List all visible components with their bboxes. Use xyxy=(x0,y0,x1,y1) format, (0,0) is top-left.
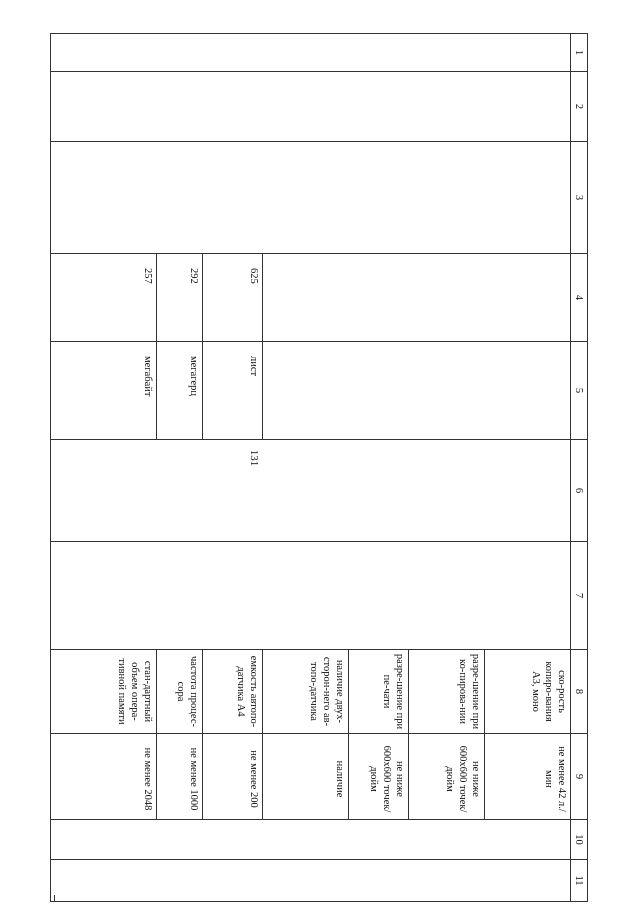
header-cell: 7 xyxy=(571,542,588,650)
cell-col4: 625 xyxy=(203,254,263,342)
cell-col4 xyxy=(263,254,571,342)
cell-col8: разре-шение при ко-пирова-нии xyxy=(409,650,485,734)
cell-col8: стан-дартный объем опера-тивной памяти xyxy=(51,650,157,734)
cell-col5: лист xyxy=(203,342,263,440)
bottom-edge-line xyxy=(54,895,587,901)
cell-col9: не менее 200 xyxy=(203,734,263,820)
cell-col5: мегагерц xyxy=(157,342,203,440)
table-row xyxy=(485,34,571,902)
cell-col1 xyxy=(51,34,571,72)
cell-col5 xyxy=(263,342,571,440)
page-number: 131 xyxy=(248,449,260,467)
header-cell: 10 xyxy=(571,820,588,860)
cell-col4: 257 xyxy=(51,254,157,342)
cell-col2 xyxy=(51,72,571,142)
cell-col9: не менее 1000 xyxy=(157,734,203,820)
cell-col8: ско-рость копиро-вания A3, моно xyxy=(485,650,571,734)
header-cell: 2 xyxy=(571,72,588,142)
cell-col9: не ниже 600x600 точек/дюйм xyxy=(349,734,409,820)
cell-col8: разре-шение при пе-чати xyxy=(349,650,409,734)
header-cell: 4 xyxy=(571,254,588,342)
header-cell: 5 xyxy=(571,342,588,440)
header-cell: 8 xyxy=(571,650,588,734)
cell-col9: не ниже 600x600 точек/дюйм xyxy=(409,734,485,820)
cell-col4: 292 xyxy=(157,254,203,342)
header-cell: 3 xyxy=(571,142,588,254)
header-cell: 9 xyxy=(571,734,588,820)
header-cell: 6 xyxy=(571,440,588,542)
cell-col9: не менее 2048 xyxy=(51,734,157,820)
cell-col7 xyxy=(51,542,571,650)
cell-col10 xyxy=(51,820,571,860)
cell-col9: наличие xyxy=(263,734,349,820)
rotated-table-wrapper xyxy=(52,33,588,901)
cell-col9: не менее 42 л./мин xyxy=(485,734,571,820)
cell-col8: частота процес-сора xyxy=(157,650,203,734)
cell-col5: мегабайт xyxy=(51,342,157,440)
specification-table xyxy=(50,33,588,902)
cell-col6 xyxy=(51,440,571,542)
header-cell: 1 xyxy=(571,34,588,72)
cell-col3 xyxy=(51,142,571,254)
cell-col8: емкость автопо-датчика A4 xyxy=(203,650,263,734)
header-cell: 11 xyxy=(571,860,588,902)
cell-col8: наличие двух-сторон-него ав-топо-датчика xyxy=(263,650,349,734)
header-row xyxy=(571,34,588,902)
